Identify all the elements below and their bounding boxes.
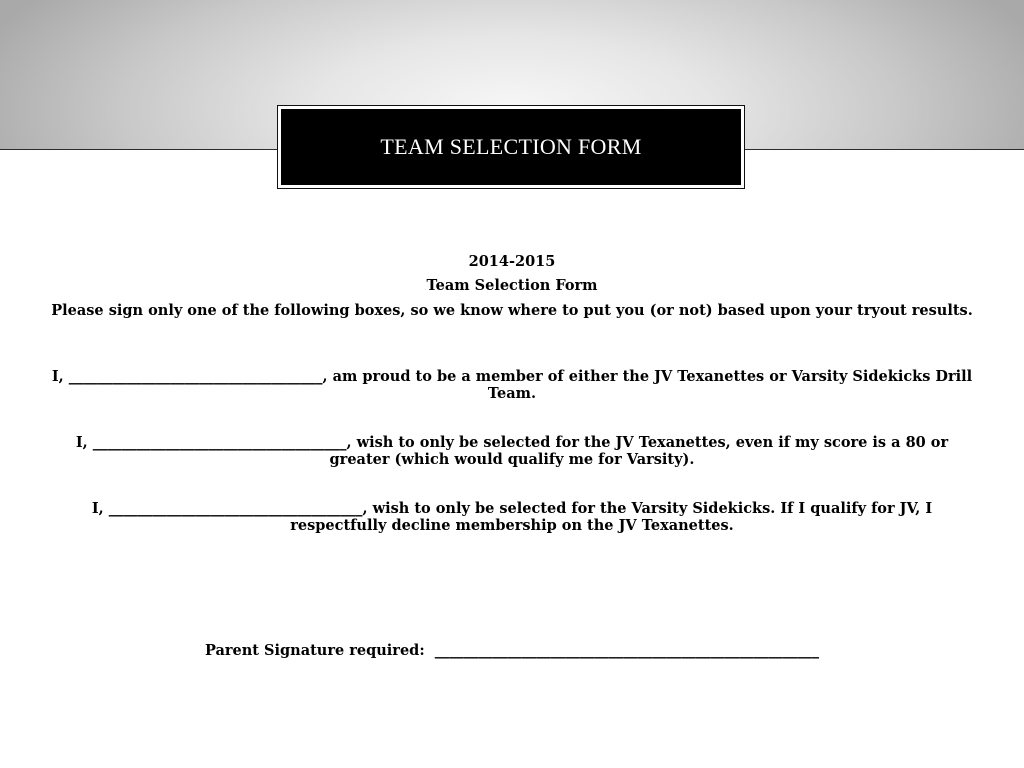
page-title: TEAM SELECTION FORM [380, 134, 642, 159]
parent-signature-label: Parent Signature required: [204, 642, 435, 659]
form-subtitle: Team Selection Form [426, 277, 598, 294]
option-text: , am proud to be a member of either the JV Texanettes or Varsity Sidekicks Drill Team. [322, 368, 973, 402]
form-year: 2014-2015 [468, 253, 556, 270]
title-box [281, 109, 741, 185]
option-text: , wish to only be selected for the Varsity Sidekicks. If I qualify for JV, I respectfully decline membership on the JV Texanettes. [290, 500, 933, 534]
form-instructions: Please sign only one of the following boxes, so we know where to put you (or not) based upon your tryout results. [51, 302, 973, 319]
option-prefix: I, [91, 500, 109, 517]
signature-line[interactable]: ___________________________________ [92, 434, 347, 451]
selection-option-1 [50, 368, 974, 402]
signature-line[interactable]: ___________________________________ [68, 368, 323, 385]
option-prefix: I, [75, 434, 93, 451]
title-frame [277, 105, 745, 189]
signature-line[interactable]: ___________________________________ [108, 500, 363, 517]
selection-option-3 [50, 500, 974, 534]
parent-signature [50, 642, 974, 659]
selection-option-2 [50, 434, 974, 468]
option-text: , wish to only be selected for the JV Texanettes, even if my score is a 80 or greater (which would qualify me for Varsity). [329, 434, 949, 468]
parent-signature-line[interactable]: _____________________________________________________ [434, 642, 820, 659]
option-prefix: I, [51, 368, 69, 385]
